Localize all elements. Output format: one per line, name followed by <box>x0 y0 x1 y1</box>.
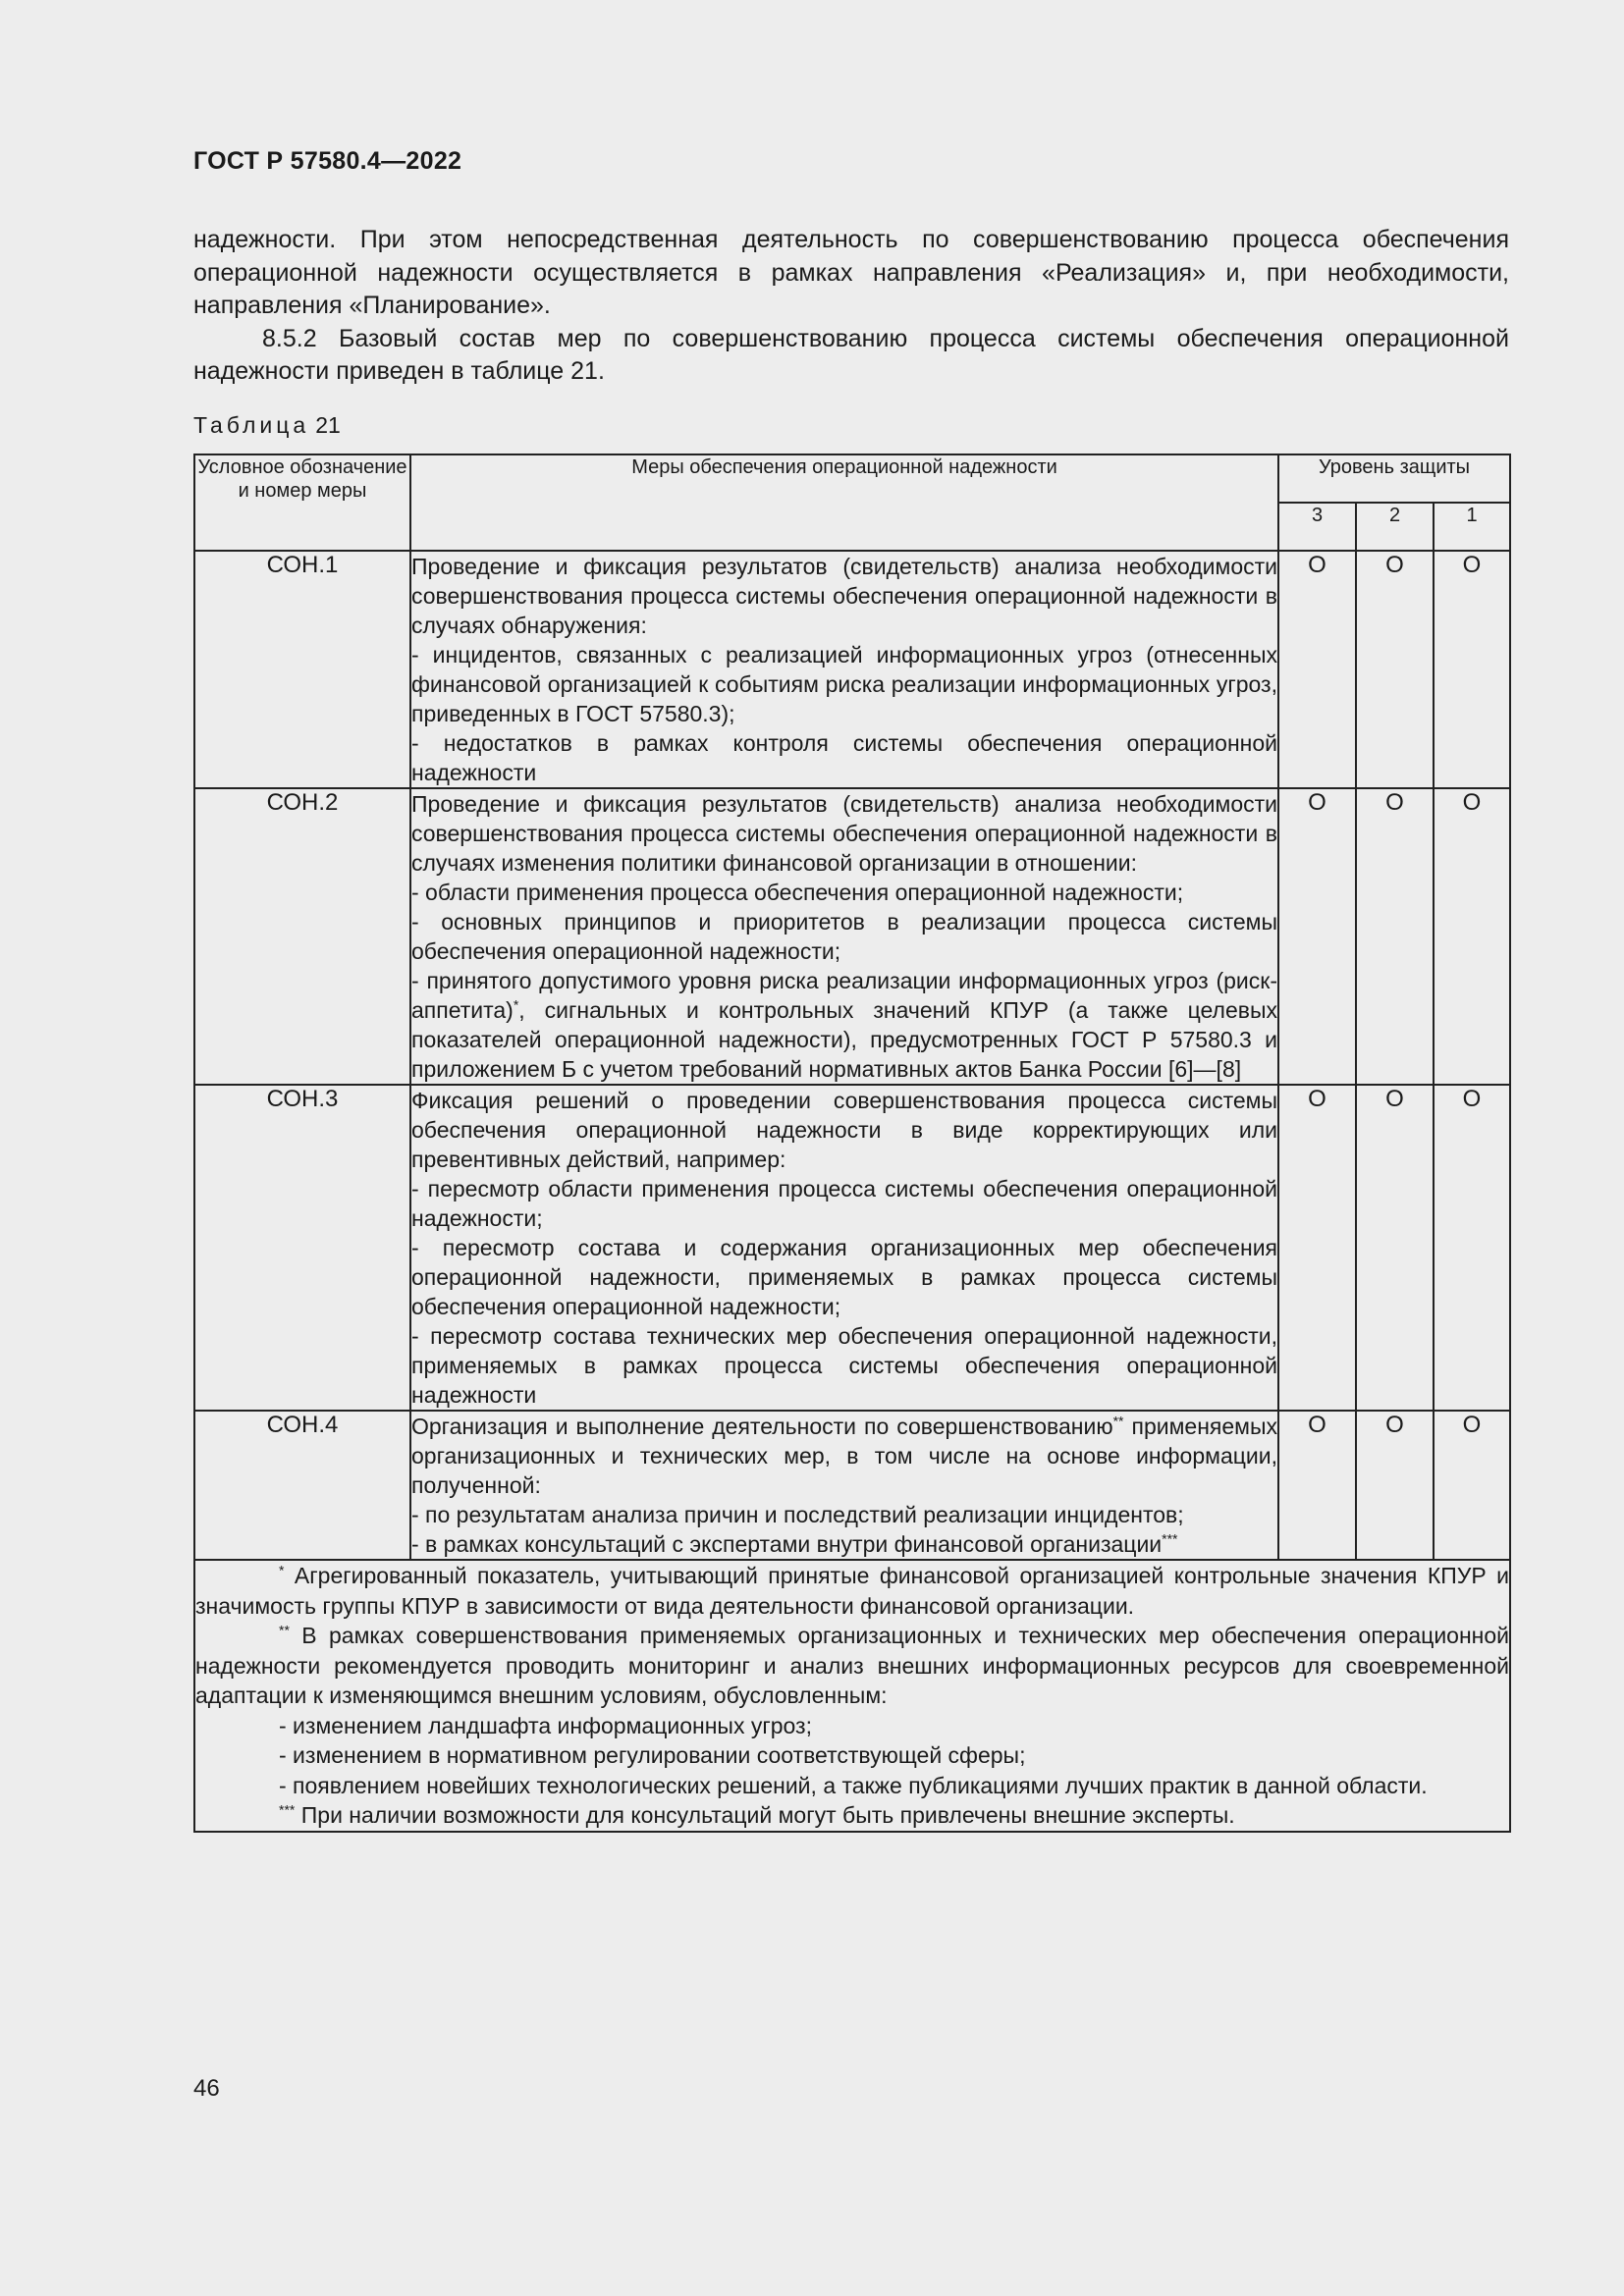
level-3-value: О <box>1278 788 1356 1085</box>
measure-line <box>411 1529 1277 1559</box>
measure-line: - пересмотр состава и содержания организационных мер обеспечения операционной надежности, применяемых в рамках процесса системы обеспечения операционной надежности; <box>411 1235 1277 1319</box>
level-2-value: О <box>1356 788 1434 1085</box>
level-2-value: О <box>1356 551 1434 788</box>
page-number: 46 <box>193 2075 220 2102</box>
measure-line: - пересмотр состава технических мер обеспечения операционной надежности, применяемых в рамках процесса системы обеспечения операционной надежности <box>411 1323 1277 1408</box>
measure-line <box>411 966 1277 1084</box>
header-level-1: 1 <box>1434 503 1510 551</box>
measure-line: Фиксация решений о проведении совершенствования процесса системы обеспечения операционной надежности в виде корректирующих или превентивных действий, например: <box>411 1088 1277 1172</box>
footnote-text: В рамках совершенствования применяемых организационных и технических мер обеспечения операционной надежности рекомендуется проводить мониторинг и анализ внешних информационных ресурсов для своевременной адаптации к изменяющимся внешним условиям, обусловленным: <box>195 1623 1510 1708</box>
measure-line: - области применения процесса обеспечения операционной надежности; <box>411 880 1184 905</box>
measure-fragment: - принятого допустимого уровня риска реализации информационных угроз (риск-аппетита) <box>411 968 1277 1023</box>
body-text <box>193 224 1509 389</box>
measure-fragment: применяемых организационных и технических мер, в том числе на основе информации, полученной: <box>411 1414 1277 1498</box>
paragraph-continuation: надежности. При этом непосредственная деятельность по совершенствованию процесса обеспечения операционной надежности осуществляется в рамках направления «Реализация» и, при необходимости, направления «Планирование». <box>193 226 1509 319</box>
footnote-mark: *** <box>1162 1530 1178 1547</box>
table-row <box>194 551 1510 788</box>
document-header: ГОСТ Р 57580.4—2022 <box>193 147 462 175</box>
header-measures: Меры обеспечения операционной надежности <box>410 454 1278 551</box>
paragraph-8-5-2: 8.5.2 Базовый состав мер по совершенствованию процесса системы обеспечения операционной надежности приведен в таблице 21. <box>193 324 1509 385</box>
measure-text <box>410 788 1278 1085</box>
header-level-3: 3 <box>1278 503 1356 551</box>
measure-code: СОН.4 <box>194 1411 410 1560</box>
measure-line: Проведение и фиксация результатов (свидетельств) анализа необходимости совершенствования процесса системы обеспечения операционной надежности в случаях изменения политики финансовой организации в отношении: <box>411 791 1277 876</box>
measure-line <box>411 1412 1277 1500</box>
measure-line: - основных принципов и приоритетов в реализации процесса системы обеспечения операционной надежности; <box>411 909 1277 964</box>
table-row <box>194 788 1510 1085</box>
footnote-mark: *** <box>279 1801 296 1818</box>
header-code: Условное обозначение и номер меры <box>194 454 410 551</box>
measure-code: СОН.3 <box>194 1085 410 1411</box>
table-row <box>194 1411 1510 1560</box>
table-row <box>194 1085 1510 1411</box>
measure-fragment: Организация и выполнение деятельности по совершенствованию <box>411 1414 1113 1439</box>
level-1-value: О <box>1434 1085 1510 1411</box>
measure-code: СОН.1 <box>194 551 410 788</box>
measure-fragment: , сигнальных и контрольных значений КПУР (а также целевых показателей операционной надежности), предусмотренных ГОСТ Р 57580.3 и приложением Б с учетом требований нормативных актов Банка России [6]—[8] <box>411 997 1277 1082</box>
level-1-value: О <box>1434 788 1510 1085</box>
measure-text <box>410 1411 1278 1560</box>
measure-fragment: - в рамках консультаций с экспертами внутри финансовой организации <box>411 1531 1163 1557</box>
level-1-value: О <box>1434 1411 1510 1560</box>
level-1-value: О <box>1434 551 1510 788</box>
table-notes <box>194 1560 1510 1832</box>
footnote-mark: ** <box>279 1622 290 1638</box>
footnote-2-item: - изменением в нормативном регулировании соответствующей сферы; <box>279 1742 1026 1768</box>
table-caption <box>193 412 341 439</box>
measure-text <box>410 1085 1278 1411</box>
footnote-mark: ** <box>1112 1413 1124 1429</box>
level-2-value: О <box>1356 1411 1434 1560</box>
measure-line: - по результатам анализа причин и последствий реализации инцидентов; <box>411 1502 1184 1527</box>
measures-table <box>193 454 1511 1833</box>
footnote-2-item: - появлением новейших технологических решений, а также публикациями лучших практик в данной области. <box>279 1772 1428 1798</box>
footnote-mark: * <box>279 1562 285 1578</box>
footnote-2 <box>195 1621 1509 1711</box>
table-notes-row <box>194 1560 1510 1832</box>
table-caption-word: Таблица <box>193 412 310 438</box>
footnote-2-item: - изменением ландшафта информационных угроз; <box>279 1712 812 1738</box>
footnote-3 <box>195 1800 1509 1831</box>
level-3-value: О <box>1278 1411 1356 1560</box>
level-3-value: О <box>1278 551 1356 788</box>
measure-line: - пересмотр области применения процесса системы обеспечения операционной надежности; <box>411 1176 1277 1231</box>
level-3-value: О <box>1278 1085 1356 1411</box>
level-2-value: О <box>1356 1085 1434 1411</box>
measure-text <box>410 551 1278 788</box>
measure-line: - инцидентов, связанных с реализацией информационных угроз (отнесенных финансовой организацией к событиям риска реализации информационных угроз, приведенных в ГОСТ 57580.3); <box>411 642 1277 726</box>
footnote-1 <box>195 1561 1509 1621</box>
footnote-mark: * <box>513 996 519 1013</box>
footnote-text: При наличии возможности для консультаций могут быть привлечены внешние эксперты. <box>295 1802 1235 1828</box>
measure-code: СОН.2 <box>194 788 410 1085</box>
measure-line: Проведение и фиксация результатов (свидетельств) анализа необходимости совершенствования процесса системы обеспечения операционной надежности в случаях обнаружения: <box>411 554 1277 638</box>
footnote-text: Агрегированный показатель, учитывающий принятые финансовой организацией контрольные значения КПУР и значимость группы КПУР в зависимости от вида деятельности финансовой организации. <box>195 1563 1510 1619</box>
header-protection-level: Уровень защиты <box>1278 454 1510 503</box>
table-caption-number: 21 <box>315 412 341 438</box>
header-level-2: 2 <box>1356 503 1434 551</box>
measure-line: - недостатков в рамках контроля системы обеспечения операционной надежности <box>411 730 1277 785</box>
